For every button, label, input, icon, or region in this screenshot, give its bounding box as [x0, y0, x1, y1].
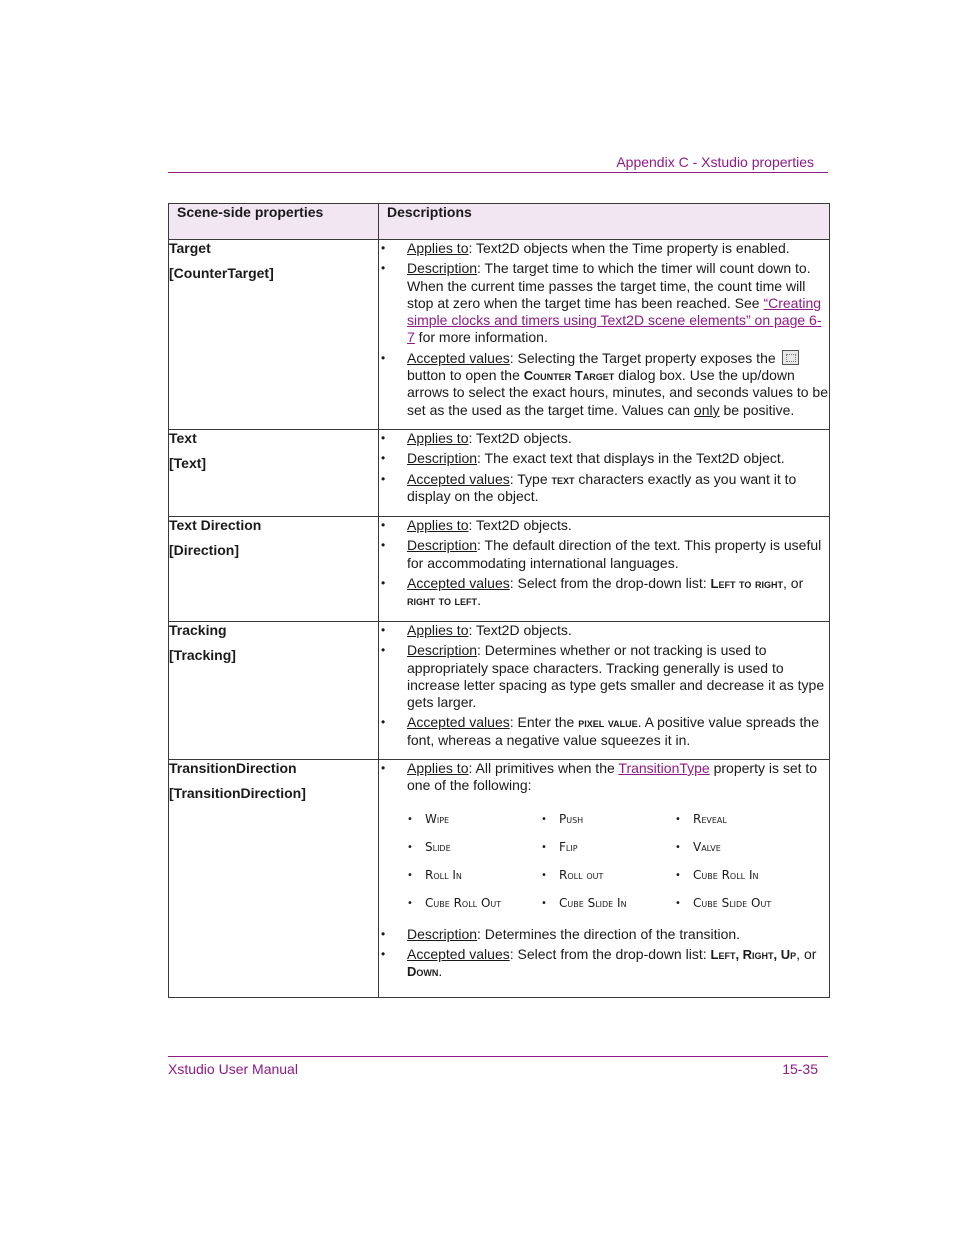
property-key: [CounterTarget]	[169, 265, 274, 281]
column-header-descriptions: Descriptions	[379, 204, 830, 240]
option-item: • Cube Slide Out	[675, 895, 809, 912]
option-item: • Flip	[541, 839, 675, 856]
property-key: [Text]	[169, 455, 207, 471]
list-item: • Description: Determines whether or not tracking is used to appropriately space characters. Tracking generally is used to increase letter spacing as type gets smaller and decrease it as type gets larger.	[379, 642, 829, 711]
option-item: • Valve	[675, 839, 809, 856]
page-footer	[168, 1056, 828, 1077]
properties-table	[168, 203, 830, 998]
description-cell	[379, 430, 830, 517]
list-item: • Applies to: All primitives when the TransitionType property is set to one of the following:	[379, 760, 829, 795]
option-item: • Cube Slide In	[541, 895, 675, 912]
table-header-row	[169, 204, 830, 240]
header-title: Appendix C - Xstudio properties	[616, 154, 814, 170]
description-cell	[379, 760, 830, 998]
option-item: • Roll out	[541, 867, 675, 884]
transitiontype-link[interactable]: TransitionType	[618, 760, 710, 776]
list-item: • Description: The exact text that displays in the Text2D object.	[379, 450, 829, 467]
list-item: • Accepted values: Selecting the Target property exposes the button to open the Counter Target dialog box. Use the up/down arrows to select the exact hours, minutes, and seconds values to be set as the used as the target time. Values can only be positive.	[379, 350, 829, 419]
page-header	[168, 152, 828, 173]
property-cell	[169, 760, 379, 998]
table-row	[169, 760, 830, 998]
list-item: • Applies to: Text2D objects when the Time property is enabled.	[379, 240, 829, 257]
list-item: • Description: The default direction of the text. This property is useful for accommodating international languages.	[379, 537, 829, 572]
property-name: Text Direction	[169, 517, 262, 533]
list-item: • Accepted values: Select from the drop-down list: Left, Right, Up, or Down.	[379, 946, 829, 981]
list-item: • Accepted values: Enter the pixel value. A positive value spreads the font, whereas a negative value squeezes it in.	[379, 714, 829, 749]
list-item: • Accepted values: Select from the drop-down list: Left to right, or right to left.	[379, 575, 829, 610]
table-row	[169, 622, 830, 760]
property-cell	[169, 517, 379, 622]
option-item: • Roll In	[407, 867, 541, 884]
description-cell	[379, 240, 830, 430]
manual-title: Xstudio User Manual	[168, 1061, 298, 1077]
description-cell	[379, 622, 830, 760]
property-name: Tracking	[169, 622, 227, 638]
list-item: • Applies to: Text2D objects.	[379, 430, 829, 447]
list-item: • Applies to: Text2D objects.	[379, 517, 829, 534]
option-item: • Cube Roll Out	[407, 895, 541, 912]
list-item: • Description: The target time to which the timer will count down to. When the current time passes the target time, the count time will stop at zero when the target time has been reached. See “Creating simple clocks and timers using Text2D scene elements” on page 6-7 for more information.	[379, 260, 829, 346]
page-number: 15-35	[782, 1061, 818, 1077]
property-cell	[169, 622, 379, 760]
column-header-properties: Scene-side properties	[169, 204, 379, 240]
property-key: [Direction]	[169, 542, 239, 558]
table-row	[169, 430, 830, 517]
property-key: [Tracking]	[169, 647, 236, 663]
ellipsis-button-icon	[782, 350, 799, 365]
property-key: [TransitionDirection]	[169, 785, 306, 801]
option-item: • Slide	[407, 839, 541, 856]
option-item: • Wipe	[407, 811, 541, 828]
list-item: • Description: Determines the direction of the transition.	[379, 926, 829, 943]
option-item: • Push	[541, 811, 675, 828]
option-item: • Reveal	[675, 811, 809, 828]
property-name: Target	[169, 240, 211, 256]
description-cell	[379, 517, 830, 622]
property-name: Text	[169, 430, 197, 446]
cross-reference-link[interactable]: “Creating simple clocks and timers using Text2D scene elements” on page 6-7	[407, 294, 822, 346]
list-item: • Accepted values: Type text characters exactly as you want it to display on the object.	[379, 471, 829, 506]
table-row	[169, 517, 830, 622]
property-name: TransitionDirection	[169, 760, 297, 776]
property-cell	[169, 430, 379, 517]
list-item: • Applies to: Text2D objects.	[379, 622, 829, 639]
property-cell	[169, 240, 379, 430]
table-row	[169, 240, 830, 430]
option-item: • Cube Roll In	[675, 867, 809, 884]
transition-options	[407, 811, 829, 912]
